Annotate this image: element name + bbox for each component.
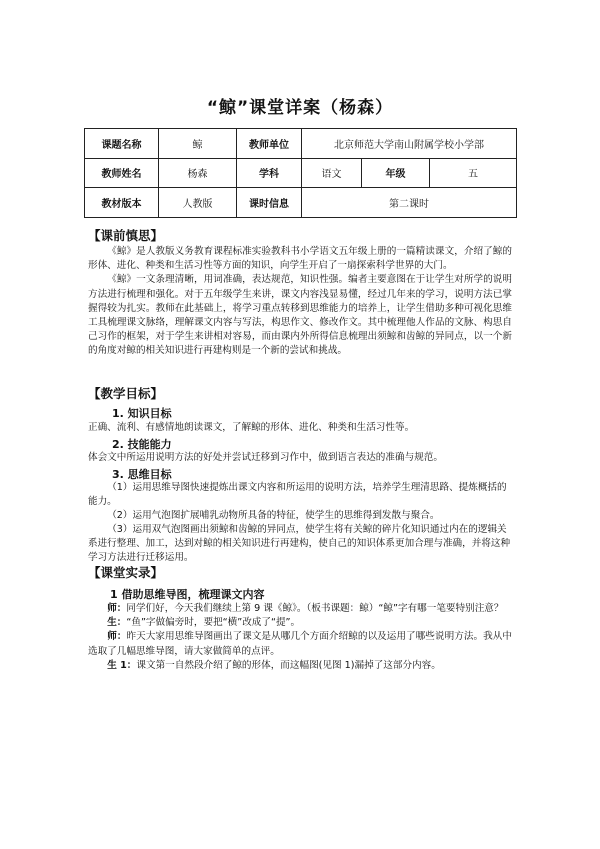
dialogue-text: 同学们好，今天我们继续上第 9 课《鲸》。（板书课题：鲸）“鲸”字有哪一笔要特别注意？ xyxy=(126,603,504,614)
label-teacher: 教师姓名 xyxy=(85,158,159,188)
dialogue-text: 昨天大家用思维导图画出了课文是从哪几个方面介绍鲸的以及运用了哪些说明方法。我从中选取了几幅思维导图，请大家做简单的点评。 xyxy=(88,631,513,657)
classroom-dialogue xyxy=(88,602,512,673)
table-row xyxy=(85,158,517,188)
value-teacher: 杨森 xyxy=(159,158,237,188)
dialogue-line xyxy=(88,630,512,658)
goal-1-text: 正确、流利、有感情地朗读课文，了解鲸的形体、进化、种类和生活习性等。 xyxy=(88,422,415,433)
value-period: 第二课时 xyxy=(302,188,517,218)
value-unit: 北京师范大学南山附属学校小学部 xyxy=(302,129,517,159)
before-paragraph-2: 《鲸》一文条理清晰，用词准确，表达规范，知识性强。编者主要意图在于让学生对所学的说明方法进行梳理和强化。对于五年级学生来讲，课文内容浅显易懂，经过几年来的学习，说明方法已掌握得较为扎实。教师在此基础上，将学习重点转移到思维能力的培养上，让学生借助多种可视化思维工具梳理课文脉络，理解课文内容与写法，构思作文、修改作文。其中梳理他人作品的文脉、构思自己习作的框架，对于学生来讲相对容易，而由课内外所得信息梳理出须鲸和齿鲸的异同点，以一个新的角度对鲸的相关知识进行再建构则是一个新的尝试和挑战。 xyxy=(88,274,512,357)
label-topic: 课题名称 xyxy=(85,129,159,159)
speaker-label: 生： xyxy=(107,617,127,629)
value-topic: 鲸 xyxy=(159,129,237,159)
speaker-label: 师： xyxy=(107,603,127,614)
dialogue-line xyxy=(88,616,512,630)
speaker-label: 生 1： xyxy=(107,659,137,671)
goal-3-item-2: （2）运用气泡图扩展哺乳动物所具备的特征，使学生的思维得到发散与聚合。 xyxy=(107,510,440,521)
section-heading-record: 【课堂实录】 xyxy=(88,565,164,580)
goal-3-item-1: （1）运用思维导图快速提炼出课文内容和所运用的说明方法，培养学生理清思路、提炼概括的能力。 xyxy=(88,482,507,508)
label-edition: 教材版本 xyxy=(85,188,159,218)
value-subject: 语文 xyxy=(302,158,362,188)
speaker-label: 师： xyxy=(107,631,127,643)
document-title: “鲸”课堂详案（杨森） xyxy=(206,98,394,118)
value-edition: 人教版 xyxy=(159,188,237,218)
dialogue-text: 课文第一自然段介绍了鲸的形体，而这幅图(见图 1)漏掉了这部分内容。 xyxy=(136,659,441,671)
record-subheading-1: 1 借助思维导图，梳理课文内容 xyxy=(110,588,265,601)
before-text xyxy=(88,245,512,359)
dialogue-line xyxy=(88,602,512,616)
value-grade: 五 xyxy=(430,158,517,188)
table-row xyxy=(85,129,517,159)
goal-2-title: 2. 技能能力 xyxy=(112,438,172,451)
lesson-info-table xyxy=(84,128,517,218)
goal-1-title: 1. 知识目标 xyxy=(112,407,172,420)
section-heading-goals: 【教学目标】 xyxy=(88,386,164,401)
goal-2-text: 体会文中所运用说明方法的好处并尝试迁移到习作中，做到语言表达的准确与规范。 xyxy=(88,452,443,463)
label-grade: 年级 xyxy=(362,158,430,188)
label-subject: 学科 xyxy=(237,158,302,188)
goal-3-item-3: （3）运用双气泡图画出须鲸和齿鲸的异同点，使学生将有关鲸的碎片化知识通过内在的逻辑关系进行整理、加工，达到对鲸的相关知识进行再建构，使自己的知识体系更加合理与准确，并将这种学习方法进行迁移运用。 xyxy=(88,524,511,564)
label-period: 课时信息 xyxy=(237,188,302,218)
dialogue-text: “鱼”字做偏旁时，要把“横”改成了“提”。 xyxy=(126,617,301,629)
label-unit: 教师单位 xyxy=(237,129,302,159)
goal-3-title: 3. 思维目标 xyxy=(112,468,172,481)
section-heading-before: 【课前慎思】 xyxy=(88,228,164,243)
before-paragraph-1: 《鲸》是人教版义务教育课程标准实验教科书小学语文五年级上册的一篇精读课文，介绍了鲸的形体、进化、种类和生活习性等方面的知识，向学生开启了一扇探索科学世界的大门。 xyxy=(88,246,512,272)
table-row xyxy=(85,188,517,218)
dialogue-line xyxy=(88,659,512,673)
